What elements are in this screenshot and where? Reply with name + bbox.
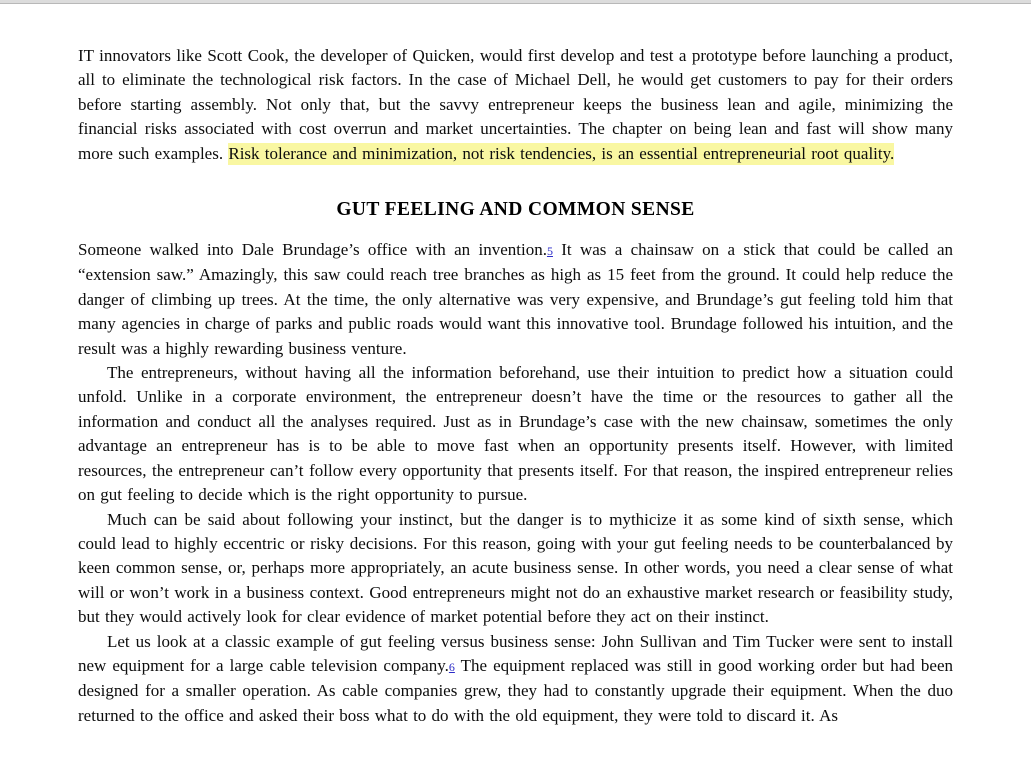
paragraph-instinct-business-sense: Much can be said about following your instinct, but the danger is to mythicize it as some kind of sixth sense, which could lead to highly eccentric or risky decisions. For this reason, going with your gut feeling needs to be counterbalanced by keen common sense, or, perhaps more appropriately, an acute business sense. In other words, you need a clear sense of what will or won’t work in a business context. Good entrepreneurs might not do an exhaustive market research or feasibility study, but they would actively look for clear evidence of market potential before they act on their instinct. bbox=[78, 509, 953, 627]
paragraph-brundage-invention bbox=[78, 238, 953, 361]
footnote-link-5[interactable]: 5 bbox=[546, 244, 553, 259]
paragraph-text: It was a chainsaw on a stick that could be called an “extension saw.” Amazingly, this saw could reach tree branches as high as 15 feet from the ground. It could help reduce the danger of climbing up trees. At the time, the only alternative was very expensive, and Brundage’s gut feeling told him that many agencies in charge of parks and public roads would want this innovative tool. Brundage followed his intuition, and the result was a highly rewarding business venture. bbox=[78, 240, 953, 358]
footnote-link-6[interactable]: 6 bbox=[448, 659, 455, 674]
paragraph-text: The equipment replaced was still in good working order but had been designed for a smaller operation. As cable companies grew, they had to constantly upgrade their equipment. When the duo returned to the office and asked their boss what to do with the old equipment, they were told to discard it. As bbox=[78, 655, 953, 725]
paragraph-entrepreneur-intuition: The entrepreneurs, without having all the information beforehand, use their intuition to predict how a situation could unfold. Unlike in a corporate environment, the entrepreneur doesn’t have the time or the resources to gather all the information and conduct all the analyses required. Just as in Brundage’s case with the new chainsaw, sometimes the only advantage an entrepreneur has is to be able to move fast when an opportunity presents itself. However, with limited resources, the entrepreneur can’t follow every opportunity that presents itself. For that reason, the inspired entrepreneur relies on gut feeling to decide which is the right opportunity to pursue. bbox=[78, 363, 953, 505]
paragraph-sullivan-tucker bbox=[78, 630, 953, 729]
section-heading: GUT FEELING AND COMMON SENSE bbox=[336, 199, 695, 221]
paragraph-text: Someone walked into Dale Brundage’s office with an invention. bbox=[78, 240, 547, 260]
paragraph-text: Let us look at a classic example of gut feeling versus business sense: John Sullivan and Tim Tucker were sent to install new equipment for a large cable television company. bbox=[78, 631, 953, 675]
paragraph-text: IT innovators like Scott Cook, the developer of Quicken, would first develop and test a prototype before launching a product, all to eliminate the technological risk factors. In the case of Michael Dell, he would get customers to pay for their orders before starting assembly. Not only that, but the savvy entrepreneur keeps the business lean and agile, minimizing the financial risks associated with cost overrun and market uncertainties. The chapter on being lean and fast will show many more such examples. bbox=[78, 46, 953, 163]
paragraph-risk-tolerance bbox=[78, 44, 953, 166]
book-page bbox=[0, 4, 1031, 728]
highlighted-sentence[interactable]: Risk tolerance and minimization, not risk tendencies, is an essential entrepreneurial root quality. bbox=[228, 143, 895, 163]
